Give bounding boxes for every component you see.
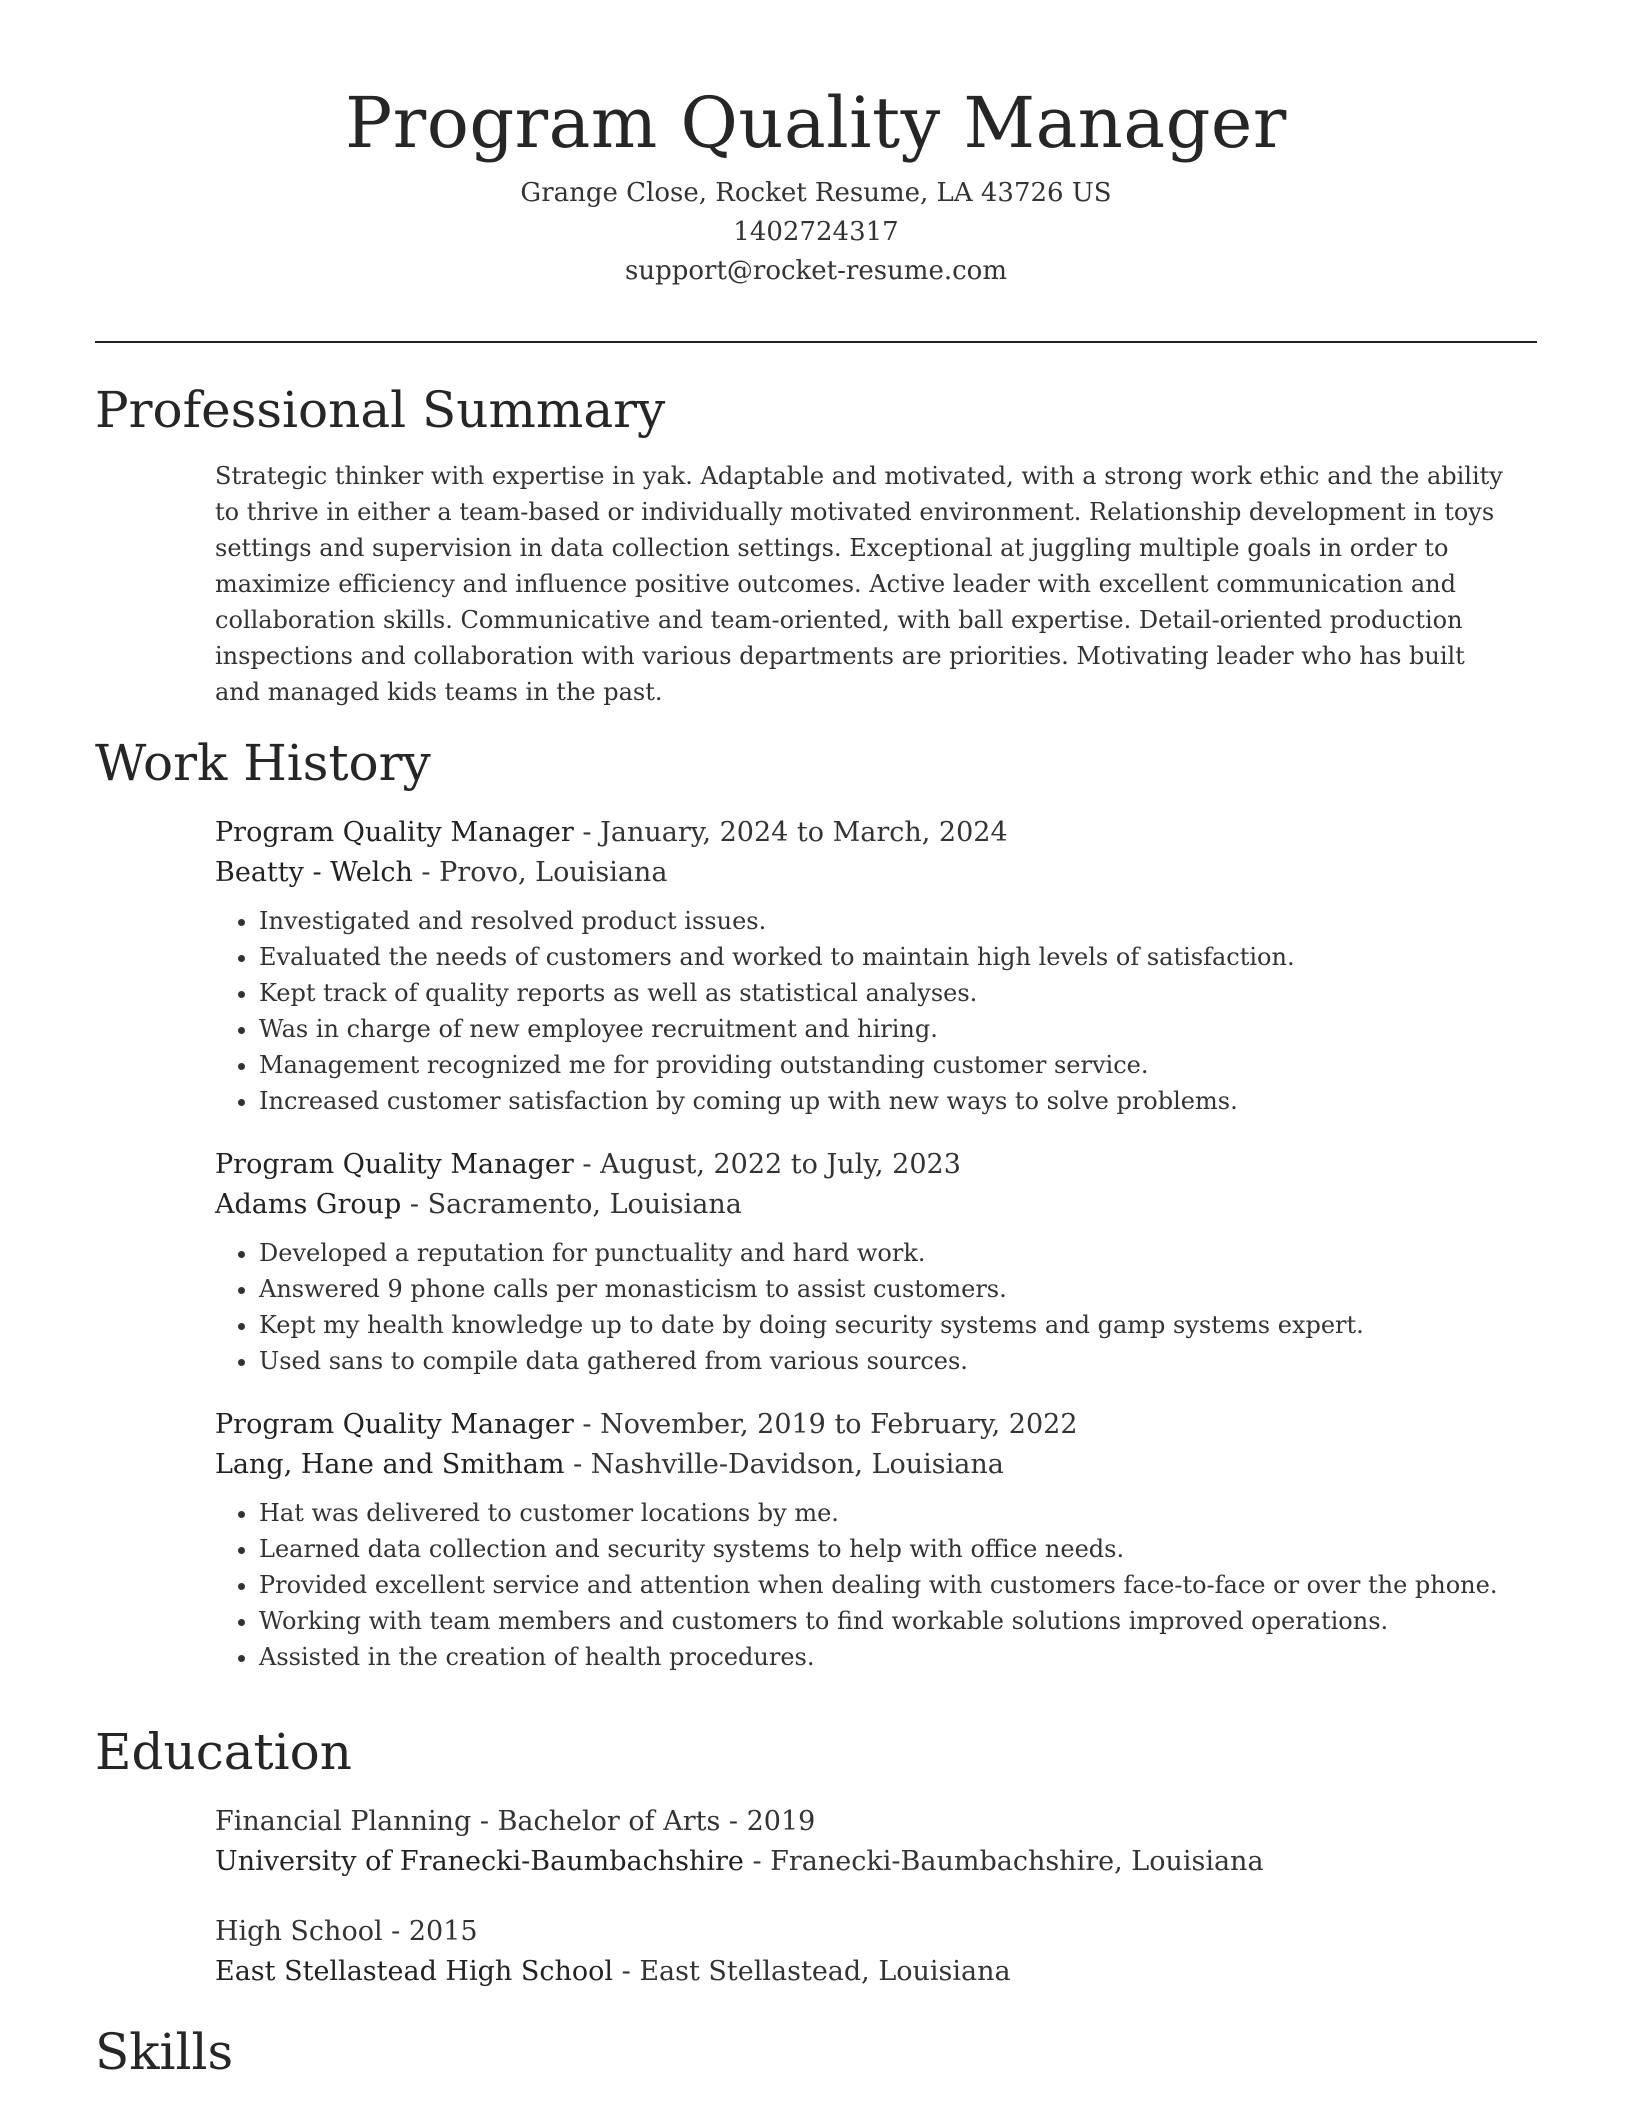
- job-role: Program Quality Manager: [215, 1149, 574, 1180]
- education-school: University of Franecki-Baumbachshire: [215, 1846, 744, 1877]
- job-dates: - August, 2022 to July, 2023: [573, 1149, 961, 1180]
- education-location: - East Stellastead, Louisiana: [613, 1956, 1011, 1987]
- list-item: • Management recognized me for providing outstanding customer service.: [259, 1047, 1515, 1083]
- education-school-line: [215, 1952, 1515, 1992]
- candidate-name: Program Quality Manager: [345, 82, 1287, 164]
- summary-section: [215, 458, 1515, 710]
- section-title-work-history: Work History: [95, 734, 431, 792]
- job-title-line: [215, 1145, 1515, 1185]
- job-company-line: [215, 853, 1515, 893]
- list-item: • Increased customer satisfaction by coming up with new ways to solve problems.: [259, 1083, 1515, 1119]
- list-item: • Used sans to compile data gathered from various sources.: [259, 1343, 1515, 1379]
- contact-email: support@rocket-resume.com: [624, 256, 1007, 286]
- list-item: • Learned data collection and security systems to help with office needs.: [259, 1531, 1515, 1567]
- summary-text: Strategic thinker with expertise in yak. Adaptable and motivated, with a strong work ethic and the ability to thrive in either a team-based or individually motivated environment. Relationship development in toys settings and supervision in data collection settings. Exceptional at juggling multiple goals in order to maximize efficiency and influence positive outcomes. Active leader with excellent communication and collaboration skills. Communicative and team-oriented, with ball expertise. Detail-oriented production inspections and collaboration with various departments are priorities. Motivating leader who has built and managed kids teams in the past.: [215, 462, 1503, 706]
- job-location: - Sacramento, Louisiana: [401, 1189, 742, 1220]
- job-entry: [215, 813, 1515, 1119]
- job-bullets: [215, 903, 1515, 1119]
- job-dates: - January, 2024 to March, 2024: [573, 817, 1008, 848]
- list-item: • Evaluated the needs of customers and worked to maintain high levels of satisfaction.: [259, 939, 1515, 975]
- list-item: • Answered 9 phone calls per monasticism to assist customers.: [259, 1271, 1515, 1307]
- list-item: • Developed a reputation for punctuality and hard work.: [259, 1235, 1515, 1271]
- section-title-education: Education: [95, 1723, 352, 1781]
- job-role: Program Quality Manager: [215, 1409, 574, 1440]
- resume-header: [0, 0, 1632, 291]
- job-dates: - November, 2019 to February, 2022: [573, 1409, 1078, 1440]
- education-school-line: [215, 1842, 1515, 1882]
- job-location: - Nashville-Davidson, Louisiana: [564, 1449, 1004, 1480]
- education-entry: [215, 1912, 1515, 1992]
- job-company-line: [215, 1185, 1515, 1225]
- list-item: • Assisted in the creation of health procedures.: [259, 1639, 1515, 1675]
- list-item: • Kept my health knowledge up to date by doing security systems and gamp systems expert.: [259, 1307, 1515, 1343]
- job-title-line: [215, 1405, 1515, 1445]
- section-title-skills: Skills: [95, 2023, 234, 2081]
- header-divider: [95, 341, 1537, 343]
- job-location: - Provo, Louisiana: [412, 857, 668, 888]
- contact-phone: 1402724317: [733, 217, 899, 247]
- education-entry: [215, 1802, 1515, 1882]
- list-item: • Hat was delivered to customer locations by me.: [259, 1495, 1515, 1531]
- job-company: Adams Group: [215, 1189, 402, 1220]
- list-item: • Provided excellent service and attention when dealing with customers face-to-face or over the phone.: [259, 1567, 1515, 1603]
- education-degree: Financial Planning - Bachelor of Arts - 2019: [215, 1806, 816, 1837]
- contact-info: [0, 174, 1632, 291]
- job-company: Lang, Hane and Smitham: [215, 1449, 565, 1480]
- education-section: [215, 1802, 1515, 2022]
- job-company: Beatty - Welch: [215, 857, 413, 888]
- section-title-summary: Professional Summary: [95, 381, 666, 439]
- work-history-section: [215, 813, 1515, 1701]
- education-location: - Franecki-Baumbachshire, Louisiana: [743, 1846, 1264, 1877]
- list-item: • Working with team members and customers to find workable solutions improved operations.: [259, 1603, 1515, 1639]
- job-entry: [215, 1145, 1515, 1379]
- education-degree: High School - 2015: [215, 1916, 478, 1947]
- contact-address: Grange Close, Rocket Resume, LA 43726 US: [520, 178, 1112, 208]
- education-school: East Stellastead High School: [215, 1956, 614, 1987]
- job-company-line: [215, 1445, 1515, 1485]
- job-bullets: [215, 1495, 1515, 1675]
- job-bullets: [215, 1235, 1515, 1379]
- job-role: Program Quality Manager: [215, 817, 574, 848]
- list-item: • Was in charge of new employee recruitment and hiring.: [259, 1011, 1515, 1047]
- list-item: • Investigated and resolved product issues.: [259, 903, 1515, 939]
- list-item: • Kept track of quality reports as well as statistical analyses.: [259, 975, 1515, 1011]
- job-entry: [215, 1405, 1515, 1675]
- job-title-line: [215, 813, 1515, 853]
